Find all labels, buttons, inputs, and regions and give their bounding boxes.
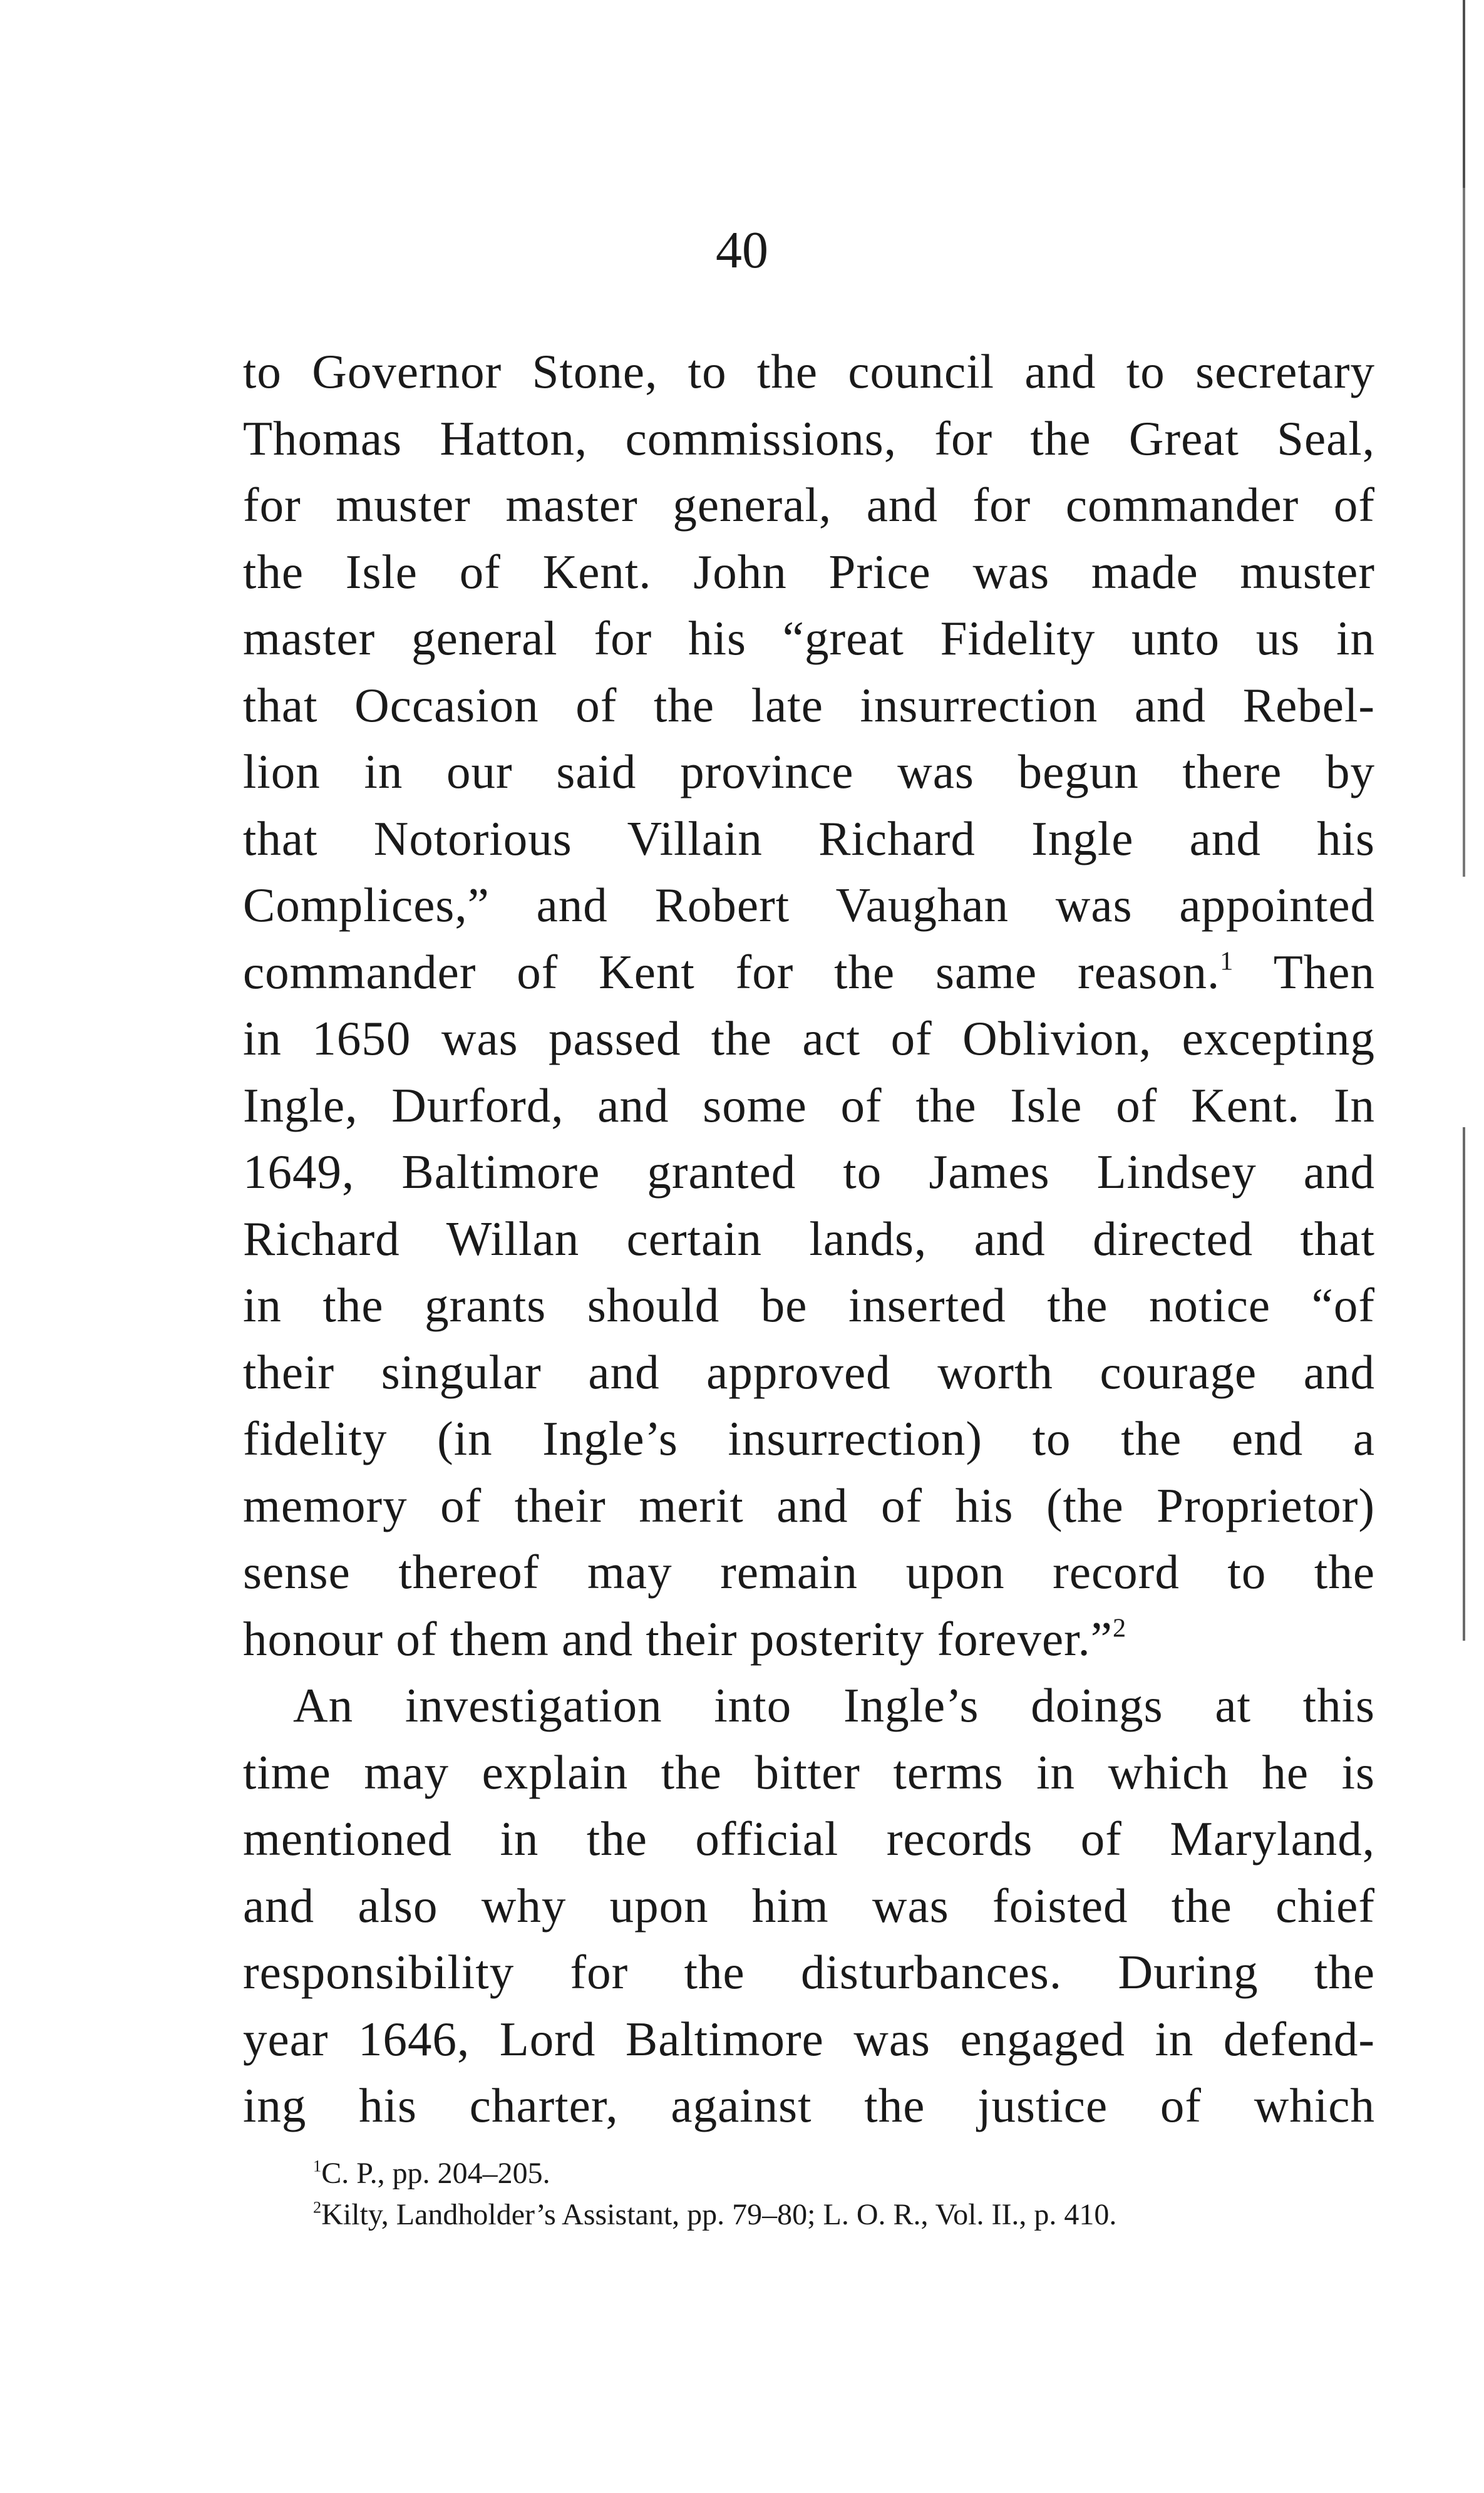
text-line: 1649, Baltimore granted to James Lindsey and [243,1145,1375,1199]
text-segment: commander of Kent for the same reason. [243,944,1220,999]
text-line: to Governor Stone, to the council and to secretary [243,344,1375,398]
text-line: time may explain the bitter terms in which he is [243,1745,1375,1799]
text-line: sense thereof may remain upon record to the [243,1545,1375,1599]
text-line: that Notorious Villain Richard Ingle and his [243,811,1375,865]
text-line: master general for his “great Fidelity unto us in [243,611,1375,665]
footnote-ref: 1 [1220,946,1234,976]
page-number: 40 [716,221,768,279]
text-line: that Occasion of the late insurrection and Rebel- [243,678,1375,732]
text-line: Complices,” and Robert Vaughan was appointed [243,878,1375,932]
footnote-ref: 2 [1112,1613,1127,1643]
footnote [313,2194,1378,2236]
text-line-with-ref [243,1606,1375,1673]
footnote-text: C. P., pp. 204–205. [321,2157,550,2190]
text-line: the Isle of Kent. John Price was made muster [243,544,1375,599]
text-line: ing his charter, against the justice of which [243,2078,1375,2132]
text-line: Richard Willan certain lands, and directed that [243,1211,1375,1266]
text-line: fidelity (in Ingle’s insurrection) to the end a [243,1412,1375,1465]
text-line: in 1650 was passed the act of Oblivion, excepting [243,1011,1375,1065]
text-line: Thomas Hatton, commissions, for the Great Seal, [243,411,1375,465]
text-line: and also why upon him was foisted the chief [243,1878,1375,1933]
footnote [313,2153,1378,2194]
text-segment: honour of them and their posterity forever.” [243,1611,1113,1666]
text-line: An investigation into Ingle’s doings at this [293,1678,1375,1732]
text-line: year 1646, Lord Baltimore was engaged in defend- [243,2011,1375,2066]
text-line: responsibility for the disturbances. During the [243,1945,1375,1999]
text-line: lion in our said province was begun there by [243,745,1375,798]
footnote-text: Kilty, Landholder’s Assistant, pp. 79–80; L. O. R., Vol. II., p. 410. [321,2198,1117,2231]
body-text [243,338,1375,2139]
footnotes [313,2153,1378,2236]
text-line: mentioned in the official records of Maryland, [243,1812,1375,1866]
text-line: for muster master general, and for commander of [243,478,1375,532]
text-line: memory of their merit and of his (the Proprietor) [243,1478,1375,1532]
text-line-with-ref [243,939,1375,1006]
text-line: Ingle, Durford, and some of the Isle of Kent. In [243,1078,1375,1132]
text-line: in the grants should be inserted the notice “of [243,1278,1375,1332]
scan-edge-line [1463,0,1465,2493]
text-line: their singular and approved worth courage and [243,1345,1375,1399]
footnote-marker: 2 [313,2197,322,2217]
text-segment: Then [1234,944,1375,999]
footnote-marker: 1 [313,2156,322,2176]
